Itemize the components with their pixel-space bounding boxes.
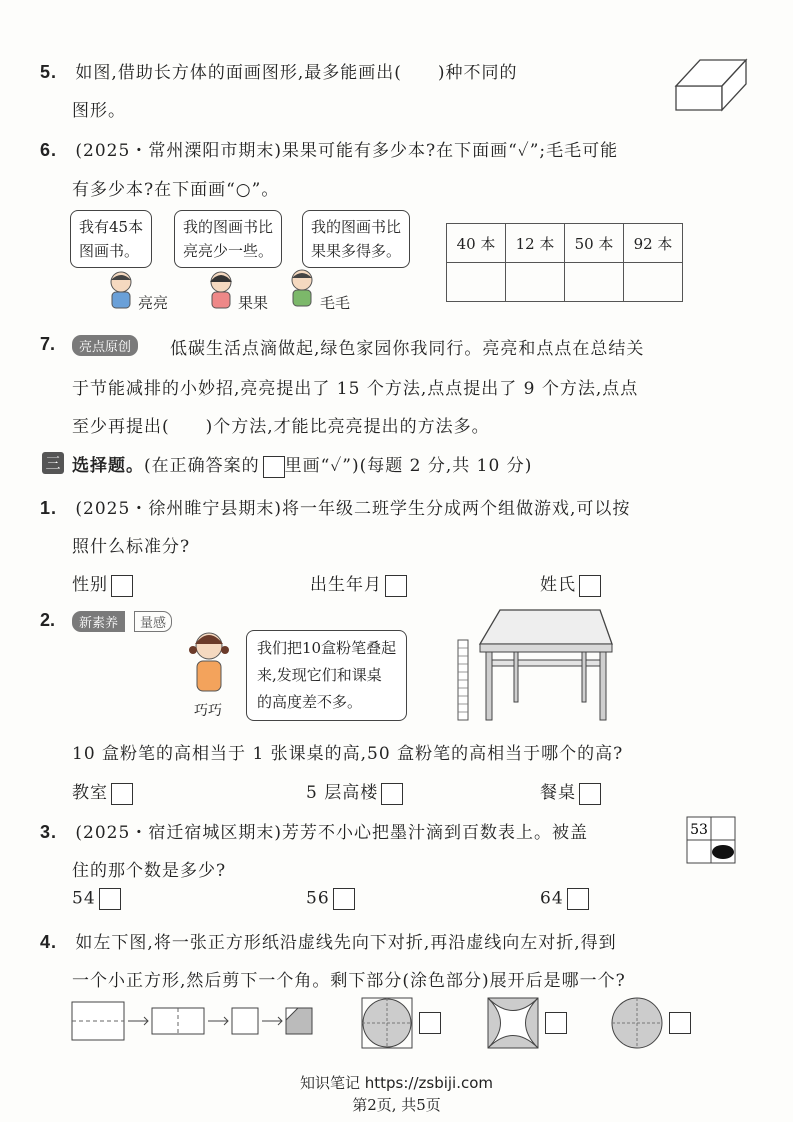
c1-text: (2025・徐州睢宁县期末)将一年级二班学生分成两个组做游戏,可以按 [75, 499, 631, 519]
speech-bubble-maomao [302, 210, 410, 268]
speech-bubble-liangliang [70, 210, 152, 268]
checkbox[interactable] [579, 783, 601, 805]
chalk-and-desk-figure [454, 600, 624, 724]
checkbox[interactable] [111, 783, 133, 805]
option-label: 姓氏 [540, 575, 576, 595]
checkbox[interactable] [381, 783, 403, 805]
q6-text: (2025・常州溧阳市期末)果果可能有多少本?在下面画“✓”;毛毛可能 [75, 141, 619, 161]
checkbox[interactable] [385, 575, 407, 597]
q6-number: 6. [40, 140, 58, 160]
q5-text-2: 图形。 [72, 101, 126, 121]
girl-guoguo-icon [204, 270, 238, 310]
c1-number: 1. [40, 498, 58, 518]
c3-line1 [40, 818, 588, 843]
bubble-text: 图画书。 [79, 242, 140, 260]
option-c-checkbox[interactable] [669, 1012, 691, 1034]
answer-cell-40[interactable] [447, 263, 506, 302]
name-liangliang: 亮亮 [138, 294, 169, 312]
bubble-text: 果果多得多。 [311, 242, 402, 260]
c2-option-building [306, 778, 403, 805]
q7-text: 低碳生活点滴做起,绿色家园你我同行。亮亮和点点在总结关 [170, 339, 645, 359]
option-12: 12 本 [506, 224, 565, 263]
checkbox[interactable] [111, 575, 133, 597]
c4-number: 4. [40, 932, 58, 952]
c3-option-54 [72, 888, 121, 910]
name-maomao: 毛毛 [320, 294, 351, 312]
checkbox[interactable] [567, 888, 589, 910]
q6-line1 [40, 136, 618, 161]
c1-option-birth [310, 570, 407, 597]
name-qiaoqiao: 巧巧 [194, 703, 222, 719]
c2-number: 2. [40, 610, 56, 630]
bubble-text: 我们把10盒粉笔叠起 [257, 639, 397, 657]
hundred-chart-fragment [686, 816, 738, 864]
c1-text-2: 照什么标准分? [72, 537, 191, 557]
option-label: 教室 [72, 783, 108, 803]
section-instr: (在正确答案的 [144, 456, 260, 476]
checkbox[interactable] [579, 575, 601, 597]
option-label: 性别 [72, 575, 108, 595]
option-92: 92 本 [624, 224, 683, 263]
section-header [72, 451, 532, 478]
option-label: 54 [72, 888, 96, 909]
c2-question: 10 盒粉笔的高相当于 1 张课桌的高,50 盒粉笔的高相当于哪个的高? [72, 744, 624, 764]
footer-page-number: 第2页, 共5页 [352, 1096, 441, 1114]
bubble-text: 亮亮少一些。 [183, 242, 274, 260]
q6-text-2: 有多少本?在下面画“○”。 [72, 180, 280, 200]
option-b-star-figure [486, 996, 540, 1050]
desk-icon [480, 610, 612, 720]
answer-cell-92[interactable] [624, 263, 683, 302]
c4-text-2: 一个小正方形,然后剪下一个角。剩下部分(涂色部分)展开后是哪一个? [72, 971, 626, 991]
girl-qiaoqiao-icon [186, 628, 232, 698]
bubble-text: 我的图画书比 [311, 218, 402, 236]
option-label: 56 [306, 888, 330, 909]
option-label: 餐桌 [540, 783, 576, 803]
c1-option-surname [540, 570, 601, 597]
option-a-checkbox[interactable] [419, 1012, 441, 1034]
footer-site: 知识笔记 https://zsbiji.com [299, 1074, 494, 1092]
bubble-text: 我的图画书比 [183, 218, 274, 236]
c3-text: (2025・宿迁宿城区期末)芳芳不小心把墨汁滴到百数表上。被盖 [75, 823, 588, 843]
q7-text-2: 于节能减排的小妙招,亮亮提出了 15 个方法,点点提出了 9 个方法,点点 [72, 379, 639, 399]
c4-text: 如左下图,将一张正方形纸沿虚线先向下对折,再沿虚线向左对折,得到 [75, 933, 617, 953]
answer-box-icon [263, 456, 285, 478]
chalk-stack-icon [458, 640, 468, 720]
c3-number: 3. [40, 822, 58, 842]
bubble-text: 来,发现它们和课桌 [257, 666, 382, 684]
q7-original-tag: 亮点原创 [72, 335, 138, 356]
option-b-checkbox[interactable] [545, 1012, 567, 1034]
option-50: 50 本 [565, 224, 624, 263]
bubble-text: 的高度差不多。 [257, 693, 363, 711]
option-label: 64 [540, 888, 564, 909]
answer-cell-50[interactable] [565, 263, 624, 302]
c3-text-2: 住的那个数是多少? [72, 861, 227, 881]
option-40: 40 本 [447, 224, 506, 263]
q7-text-3: 至少再提出( )个方法,才能比亮亮提出的方法多。 [72, 417, 490, 437]
checkbox[interactable] [99, 888, 121, 910]
section-number-icon: 三 [42, 452, 64, 474]
q6-options-table [446, 223, 683, 302]
boy-maomao-icon [284, 268, 320, 310]
q7-number: 7. [40, 334, 56, 354]
cuboid-figure [672, 50, 750, 116]
boy-liangliang-icon [104, 270, 138, 310]
q5-number: 5. [40, 62, 58, 82]
option-a-circle-figure [360, 996, 414, 1050]
option-label: 出生年月 [310, 575, 382, 595]
c2-tag-sense: 量感 [134, 611, 172, 632]
section-instr-2: 里画“✓”)(每题 2 分,共 10 分) [284, 456, 533, 476]
c1-line1 [40, 494, 630, 519]
c4-line1 [40, 928, 617, 953]
speech-bubble-qiaoqiao [246, 630, 407, 721]
option-label: 5 层高楼 [306, 783, 379, 803]
q5-line1 [40, 58, 518, 83]
q5-text: 如图,借助长方体的面画图形,最多能画出( )种不同的 [75, 63, 518, 83]
c2-tag-new: 新素养 [72, 611, 125, 632]
c2-option-table [540, 778, 601, 805]
name-guoguo: 果果 [238, 294, 269, 312]
c3-option-64 [540, 888, 589, 910]
folding-steps-figure [70, 998, 330, 1046]
answer-cell-12[interactable] [506, 263, 565, 302]
checkbox[interactable] [333, 888, 355, 910]
bubble-text: 我有45本 [79, 218, 144, 236]
ink-blot-icon [712, 845, 734, 859]
c3-option-56 [306, 888, 355, 910]
speech-bubble-guoguo [174, 210, 282, 268]
grid-number: 53 [690, 822, 708, 838]
section-title: 选择题。 [72, 456, 144, 476]
c1-option-gender [72, 570, 133, 597]
c2-option-classroom [72, 778, 133, 805]
option-c-circle-figure [610, 996, 664, 1050]
